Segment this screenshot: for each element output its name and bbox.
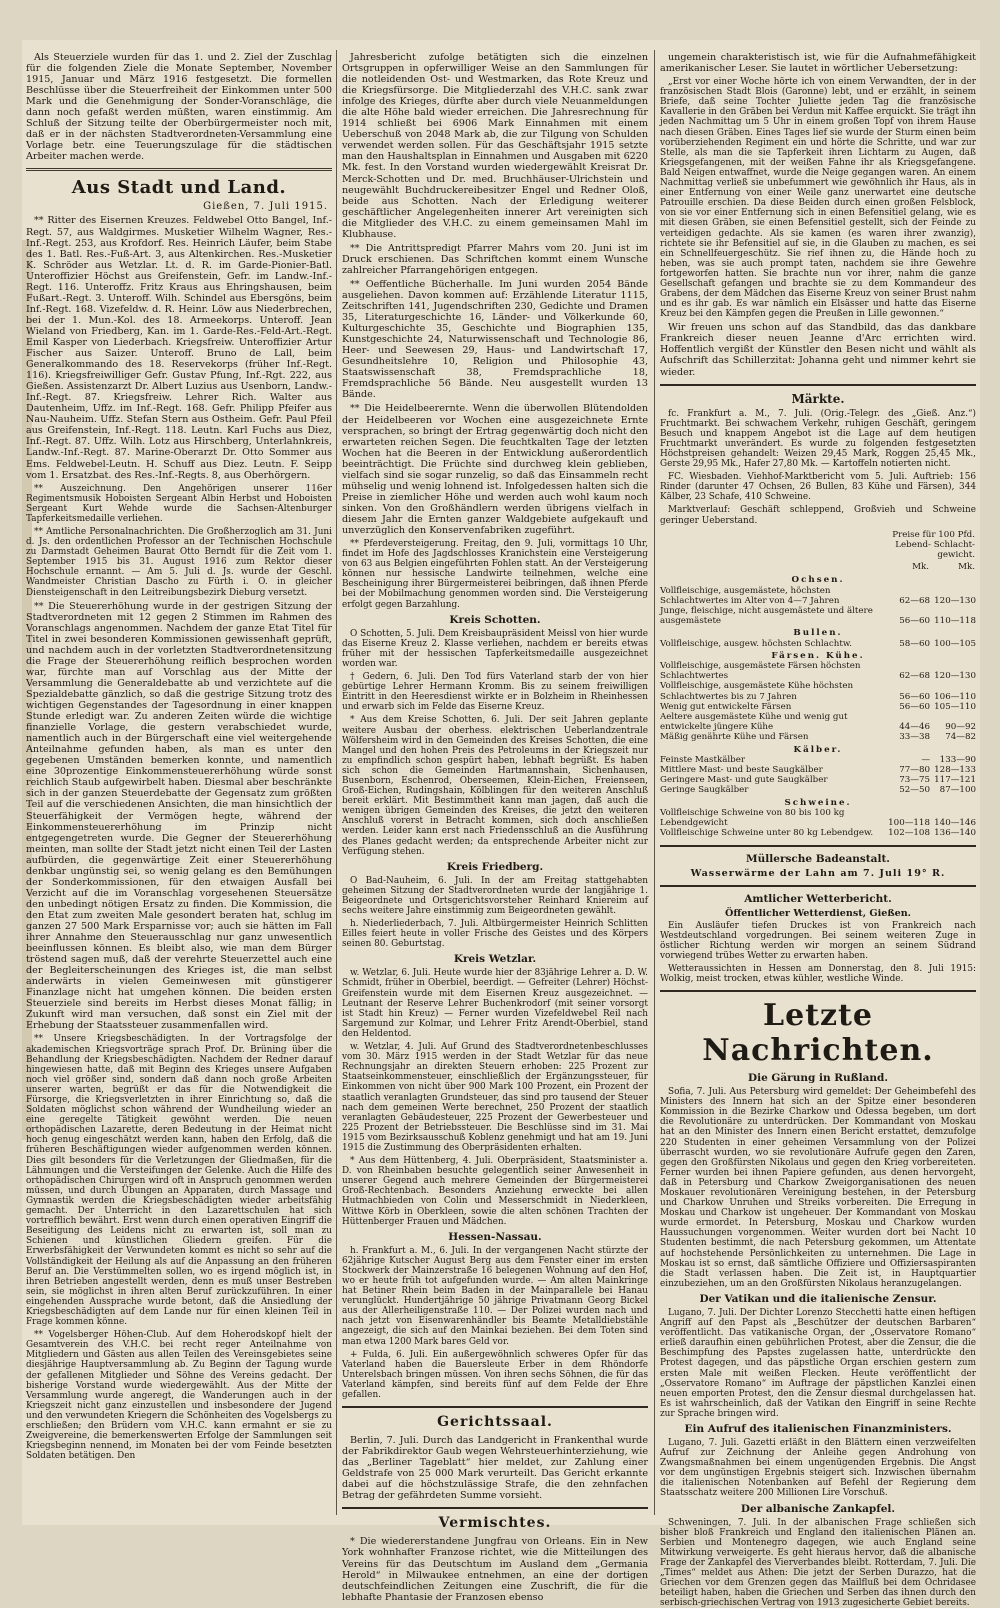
price-label: Junge, fleischige, nicht ausgemästete und ältere ausgemästete — [660, 606, 873, 627]
price-slaughter: 133—90 — [939, 754, 976, 765]
price-row — [660, 661, 976, 681]
price-live: — — [921, 754, 930, 765]
weather-heading: Amtlicher Wetterbericht. — [744, 892, 892, 905]
price-slaughter: 120—130 — [934, 595, 976, 606]
local-news-item: w. Wetzlar, 6. Juli. Heute wurde hier der 83jährige Lehrer a. D. W. Schmidt, früher in Oberbiel, beerdigt. — Gefreiter (Lehrer) Höchst-Greifenstein wurde mit dem Eisernen Kreuz ausgezeichnet. — Leutnant der Reserve Lehrer Buchenkrodorf (mit seiner vorsorgt ist Stadt hin Kreuz) — Ferner wurden Vizefeldwebel Reil nach Sargemund zur Kolmar, und Lehrer Fritz Arendt-Oberbiel, stand den Heldentod. — [342, 968, 648, 1039]
kreis-friedberg-heading: Kreis Friedberg. — [446, 860, 544, 873]
local-news-item: h. Frankfurt a. M., 6. Juli. In der vergangenen Nacht stürzte der 62jährige Kutscher August Berg aus dem Fenster einer im ersten Stockwerk der Mainzerstraße 16 belegenen Wohnung auf den Hof, wo er heute früh tot aufgefunden wurde. — Am alten Mainkringe hat Betiner Rhein beim Baden in der Mainparallele bei Hanau verunglückt. Hundertjährige 50 jährige Privatmann Georg Bickel aus der Allerheiligenstraße 110. — Der Polizei wurden nach und nach jetzt von Eisenwarenhändler bis Beamte Metalldiebstähle angezeigt, die sich auf den Mainkai beziehen. Bei dem Toten sind man etwa 1200 Mark bares Geld vor. — [342, 1245, 648, 1347]
weather-forecast: Wetteraussichten in Hessen am Donnerstag, den 8. Juli 1915: Wolkig, meist trocken, etwas kühler, westliche Winde. — [660, 963, 976, 984]
price-row — [660, 702, 976, 712]
price-category: Ochsen. — [791, 575, 845, 586]
price-slaughter: 128—133 — [934, 765, 976, 776]
price-category: Färsen. Kühe. — [771, 650, 865, 661]
price-row — [660, 755, 976, 765]
price-unit: Mk. — [912, 562, 929, 573]
markets-heading: Märkte. — [791, 391, 845, 406]
price-row — [660, 775, 976, 785]
article-paragraph: Wir freuen uns schon auf das Standbild, das das dankbare Frankreich dieser neuen Jeanne d'Arc errichten wird. Hoffentlich vergißt der Künstler den Besen nicht und wählt als Aufschrift das Schillerzitat: Johanna geht und nimmer kehrt sie wieder. — [660, 322, 976, 378]
bath-heading: Müllersche Badeanstalt. — [746, 852, 890, 865]
price-live: 62—68 — [899, 671, 930, 682]
article-paragraph: ** Unsere Kriegsbeschädigten. In der Vortragsfolge der akademischen Kriegsvorträge sprach Prof. Dr. Brüning über die Behandlung der Kriegsbeschädigten. Nachdem der Redner darauf hingewiesen hatte, daß mit Beginn des Krieges unsere Aufgaben noch viel größer sind, sondern daß dann noch große Arbeiten unserer warten, begrüßt er das für die Notwendigkeit die Fürsorge, die Kriegsverletzten in ihrer Einrichtung so, daß die Soldaten möglichst schon während der Wundheilung wieder an eine geregelte Tätigkeit gewöhnt werden. Die neuen orthopädischen Lazarette, deren Bedeutung in der Heimat nicht hoch genug eingeschätzt werden kann, haben den Erfolg, daß die früheren Beschäftigungen wieder aufgenommen werden können. Dies gilt besonders für die Verletzungen der Gliedmaßen, für die Lähmungen und die Versteifungen der Gelenke. Auch die Hilfe des orthopädischen Chirurgen wird oft in Anspruch genommen werden müssen, und durch Übungen an Apparaten, durch Massage und Gymnastik werden die Kriegsbeschädigten wieder arbeitsfähig gemacht. Der Unterricht in den Lazarettschulen hat sich vortrefflich bewährt. Erst wenn durch einen operativen Eingriff die Beseitigung des Leidens nicht zu erwarten ist, soll man zu Schienen und künstlichen Gliedern greifen. Für die Erwerbsfähigkeit der Verwundeten kommt es nicht so sehr auf die Vollständigkeit der Heilung als auf die Anpassung an den früheren Beruf an. Die Verstümmelten sollen, wo es irgend möglich ist, in ihren Betrieben angestellt werden, denn es muß unser Bestreben sein, sie möglichst in ihren alten Beruf zurückzuführen. In einer eingehenden Aussprache wurde betont, daß die Ansiedlung der Kriegsbeschädigten auf dem Lande nur für einen kleinen Teil in Frage kommen könne. — [26, 1034, 332, 1328]
column-3 — [660, 52, 976, 1608]
section-divider — [342, 1406, 648, 1408]
local-news-item: w. Wetzlar, 4. Juli. Auf Grund des Stadtverordnetenbeschlusses vom 30. März 1915 werden in der Stadt Wetzlar für das neue Rechnungsjahr an direkten Steuern erhoben: 225 Prozent zur Staatseinkommensteuer, einschließlich der Ergänzungssteuer, für Einkommen von nicht über 900 Mark 100 Prozent, ein Prozent der staatlich veranlagten Grundsteuer, das sind pro tausend der Steuer nach dem gemeinen Werte berechnet, 250 Prozent der staatlich veranlagten Gebäudesteuer, 225 Prozent der Gewerbesteuer und 225 Prozent der Betriebssteuer. Die Beschlüsse sind im 31. Mai 1915 vom Bezirksausschuß Koblenz genehmigt und hat am 19. Juni 1915 die Zustimmung des Oberpräsidenten erhalten. — [342, 1042, 648, 1153]
price-row — [660, 639, 976, 649]
news-item: Sofia, 7. Juli. Aus Petersburg wird gemeldet: Der Geheimbefehl des Ministers des Innern hat sich an der Spitze einer besonderen Kommission in die Bezirke Charkow und Odessa begeben, um dort die Revolutionäre zu unterdrücken. Der Kommandant von Moskau hat an den Minister des Innern einen Bericht erstattet, demzufolge 220 Studenten in einer geheimen Versammlung von der Polizei überrascht wurden, wo sie revolutionäre Aufrufe gegen den Zaren, gegen den Großfürsten Nikolaus und gegen den Krieg vorbereiteten. Ferner wurden bei ihnen Papiere gefunden, aus denen hervorgeht, daß in Petersburg und Charkow Zweigorganisationen des neuen Moskauer revolutionären Vereinigung bestehen, in der Petersburg und Charkow Unruhen und Streiks vorbereiten. Die Erregung in Moskau und Charkow ist ungeheuer. Der Kommandant von Moskau wurde ermordet. In Petersburg, Moskau und Charkow wurden Haussuchungen vorgenommen. Weiter wurden dort bei Nacht 10 Studenten bestimmt, die nach Petersburg gekommen, um Attentate auf hochstehende Persönlichkeiten zu unternehmen. Die Lage in Moskau ist so ernst, daß sämtliche Offiziere und Offiziersaspiranten die Stadt verlassen haben. Die Zeit ist, in Hauptquartier einzubeziehen, um an den Großfürsten Nikolaus heranzugelangen. — [660, 1087, 976, 1289]
price-label: Vollfleischige, ausgew. höchsten Schlachtw. — [660, 638, 852, 649]
price-label: Wenig gut entwickelte Färsen — [660, 701, 792, 712]
price-label: Geringere Mast- und gute Saugkälber — [660, 775, 828, 786]
price-row — [660, 785, 976, 795]
price-category: Schweine. — [784, 797, 852, 808]
price-header: Preise für 100 Pfd. Lebend- Schlacht- gewicht. — [892, 529, 975, 561]
article-paragraph: ** Die Antrittspredigt Pfarrer Mahrs vom 20. Juni ist im Druck erschienen. Das Schriftchen kommt einem Wunsche zahlreicher Pfarrangehörigen entgegen. — [342, 242, 648, 276]
section-divider — [660, 885, 976, 887]
price-live: 52—50 — [899, 785, 930, 796]
price-row — [660, 808, 976, 828]
price-row — [660, 732, 976, 742]
price-row — [660, 681, 976, 701]
price-label: Feinste Mastkälber — [660, 754, 746, 765]
article-paragraph: ** Oeffentliche Bücherhalle. Im Juni wurden 2054 Bände ausgeliehen. Davon kommen auf: Erzählende Literatur 1115, Zeitschriften 141, Jugendschriften 230, Gedichte und Dramen 35, Literaturgeschichte 16, Länder- und Völkerkunde 60, Kulturgeschichte 35, Geschichte und Biographien 135, Kunstgeschichte 24, Naturwissenschaft und Technologie 86, Heer- und Seewesen 29, Haus- und Landwirtschaft 17, Gesundheitslehre 10, Religion und Philosophie 43, Staatswissenschaft 38, Fremdsprachliche 18, Fremdsprachliche 56 Bände. Neu ausgestellt wurden 13 Bände. — [342, 278, 648, 401]
article-paragraph: ** Die Steuererhöhung wurde in der gestrigen Sitzung der Stadtverordneten mit 12 gegen 2 Stimmen im Rahmen des Voranschlags angenommen. Nachdem der ganze Etat Titel für Titel in zwei besonderen Kommissionen gewissenhaft geprüft, und nachdem auch in der vorletzten Stadtverordnetensitzung die Frage der Steuererhöhung reiflich besprochen worden war, fürchte man auf Vorschlag aus der Mitte der Versammlung die Generaldebatte ab und verzichtete auf die Spezialdebatte gänzlich, so daß die gestrige Sitzung trotz des wichtigen Gegenstandes der Tagesordnung in einer knappen Stunde erledigt war. Zu anderen Zeiten würde die wichtige finanzielle Vorlage, die gestern verabschiedet wurde, namentlich auch in der Bürgerschaft eine viel weitergehende Anteilnahme gefunden haben, als man es unter den gegebenen Umständen bemerken konnte, und namentlich eine 30prozentige Einkommensteuererhöhung würde sonst reichlich Staub aufgewirbelt haben. Diesmal aber beschränkte sich in der ganzen Steuerdebatte der Gegensatz zum größten Teil auf die verschiedenen Ansichten, die man hinsichtlich der Steuerfähigkeit der Vermögen hegte, während der Einkommensteuererhöhung im Prinzip nicht entgegengetreten wurde. Die Gegner der Steuererhöhung meinten, man sollte der Stadt jetzt nicht einen Teil der Lasten aufbürden, die gegenwärtige Zeit einer Steuererhöhung denkbar ungünstig sei, so wenig gelang es den Bemühungen der Sonderkommissionen, für den etwaigen Ausfall bei Verzicht auf die im Voranschlag vorgesehenen Steuersätze den unbedingt nötigen Ersatz zu finden. Die Kommission, die den Etat zum zweiten Male gesondert beraten hat, schlug im ganzen 27 500 Mark Ersparnisse vor; auch sie hätten im Fall ihrer Annahme den Steuerausschlag nur ganz unwesentlich beeinflussen können. Es bleibt also, wie man dem Bürger tröstend sagen muß, daß der verehrte Steuerzettel auch eine der Begleiterscheinungen des Krieges ist, die man selbst anderwärts in vielen Gemeinwesen mit günstigerer Finanzlage nicht hat umgehen können. Die beiden ersten Steuerziele sind bereits im Herbst dieses Monat fällig; in Zukunft wird man versuchen, daß sonst ein Ziel mit der Erhebung der Staatssteuer zusammenfallen wird. — [26, 600, 332, 1032]
price-slaughter: 136—140 — [934, 828, 976, 839]
livestock-price-table — [660, 529, 976, 839]
market-report: fc. Frankfurt a. M., 7. Juli. (Orig.-Telegr. des „Gieß. Anz.“) Fruchtmarkt. Bei schwachem Verkehr, ruhigen Geschäft, geringem Besuch und knappem Angebot ist die Lage auf dem heutigen Fruchtmarkt unverändert. Es wurde zu folgenden festgesetzten Höchstpreisen gehandelt: Weizen 29,45 Mark, Roggen 25,45 Mk., Gerste 29,95 Mk., Hafer 27,80 Mk. — Kartoffeln notierten nicht. — [660, 408, 976, 470]
local-news-item: O Schotten, 5. Juli. Dem Kreisbaupräsident Meissl von hier wurde das Eiserne Kreuz 2. Klasse verliehen, nachdem er bereits etwas früher mit der hessischen Tapferkeitsmedaille ausgezeichnet worden war. — [342, 628, 648, 669]
price-label: Aeltere ausgemästete Kühe und wenig gut entwickelte jüngere Kühe — [660, 712, 848, 733]
price-slaughter: 140—146 — [934, 818, 976, 829]
price-slaughter: 120—130 — [934, 671, 976, 682]
price-live: 44—46 — [899, 722, 930, 733]
court-report: Berlin, 7. Juli. Durch das Landgericht in Frankenthal wurde der Fabrikdirektor Gaub wegen Wehrsteuerhinterziehung, wie das „Berliner Tageblatt“ hier meldet, zur Zahlung einer Geldstrafe von 25 000 Mark verurteilt. Das Gericht erkannte dabei auf die höchstzulässige Strafe, die den zehnfachen Betrag der gefährdeten Summe vorsieht. — [342, 1435, 648, 1502]
price-label: Vollfleischige, ausgemästete Färsen höchsten Schlachtwertes — [660, 661, 861, 682]
water-temperature: Wasserwärme der Lahn am 7. Juli 19° R. — [690, 867, 946, 879]
market-report: Marktverlauf: Geschäft schleppend, Großvieh und Schweine geringer Ueberstand. — [660, 505, 976, 526]
article-paragraph: ** Ritter des Eisernen Kreuzes. Feldwebel Otto Bangel, Inf.-Regt. 57, aus Waldgirmes. Musketier Wilhelm Wagner, Res.-Inf.-Regt. 253, aus Krofdorf. Res. Heinrich Läufer, beim Stabe des 1. Batl. Res.-Fuß-Art. 3, aus Altenkirchen. Res.-Musketier K. Schröder aus Wetzlar. Lt. d. R. im Garde-Pionier-Batl. Unteroffizier Höchst aus Greifenstein, Gefr. im Landw.-Inf.-Regt. 116. Unteroffz. Fritz Kraus aus Ehringshausen, beim Fußart.-Regt. 3. Unteroff. Wilh. Schindel aus Ebersgöns, beim Inf.-Regt. 168. Vizefeldw. d. R. Heinr. Löw aus Niederbrechen, bei der 1. Mun.-Kol. des 18. Armeekorps. Unteroff. Jean Wieland von Friedberg, Kan. im 1. Garde-Res.-Feld-Art.-Regt. Emil Kasper von Liederbach. Kriegsfreiw. Unteroffizier Artur Fischer aus Saizer. Unteroff. Bruno de Lall, beim Generalkommando des 18. Reservekorps (früher Inf.-Regt. 116). Kriegsfreiwilliger Gefr. Gustav Pfung, Inf.-Rgt. 222, aus Gießen. Assistenzarzt Dr. Albert Luzius aus Usenborn, Landw.-Inf.-Regt. 87. Kriegsfreiw. Lehrer Rich. Walter aus Dautenheim, Uffz. im Inf.-Regt. 168. Gefr. Philipp Pfeifer aus Nau-Nauheim. Uffz. Stefan Stern aus Ostheim. Gefr. Paul Pfeil aus Greifenstein, Inf.-Regt. 118. Leutn. Karl Fuchs aus Diez, Inf.-Regt. 87. Uffz. Wilh. Lotz aus Hirschberg, Unterlahnkreis, Landw.-Inf.-Regt. 87. Marine-Oberarzt Dr. Otto Sommer aus Ems. Feldwebel-Leutn. H. Schuff aus Diez. Leutn. F. Seipp vom 1. Ersatzbat. des Res.-Inf.-Regts. 8, aus Oberhörgern. — [26, 215, 332, 481]
local-news-item: † Gedern, 6. Juli. Den Tod fürs Vaterland starb der von hier gebürtige Lehrer Hermann Kromm. Bis zu seinem freiwilligen Eintritt in den Heeresdienst wirkte er in Bolzheim in Rheinhessen und erwarb sich im Felde das Eiserne Kreuz. — [342, 672, 648, 713]
price-category: Bullen. — [793, 628, 843, 639]
dateline: Gießen, 7. Juli 1915. — [203, 201, 328, 213]
local-news-item: h. Niederliederbach, 7. Juli. Altbürgermeister Heinrich Schlitten Eilles feiert heute in voller Frische des Geistes und des Körpers seinen 80. Geburtstag. — [342, 919, 648, 950]
price-row — [660, 828, 976, 838]
price-slaughter: 87—100 — [939, 785, 976, 796]
price-label: Mittlere Mast- und beste Saugkälber — [660, 765, 823, 776]
last-news-heading: Letzte Nachrichten. — [702, 998, 934, 1069]
hessen-nassau-heading: Hessen-Nassau. — [448, 1230, 542, 1243]
column-rule-1 — [336, 50, 337, 1515]
albania-heading: Der albanische Zankapfel. — [740, 1502, 896, 1515]
top-notice: Als Steuerziele wurden für das 1. und 2. Ziel der Zuschlag für die folgenden Ziele die Monate September, November 1915, Januar und März 1916 festgesetzt. Die formellen Beschlüsse über die Steuerfreiheit der Einkommen unter 500 Mark und die Genehmigung der Sonder-Voranschläge, die dann noch gefaßt werden müßten, waren einstimmig. Am Schluß der Sitzung teilte der Oberbürgermeister noch mit, daß er in der nächsten Stadtverordneten-Versammlung eine Vorlage betr. eine Teuerungszulage für die städtischen Arbeiter machen werde. — [26, 52, 332, 163]
kreis-wetzlar-heading: Kreis Wetzlar. — [453, 953, 537, 966]
russia-heading: Die Gärung in Rußland. — [747, 1072, 889, 1085]
article-paragraph: Jahresbericht zufolge betätigten sich die einzelnen Ortsgruppen in opferwilliger Weise an den Sammlungen für die notleidenden Ost- und Westmarken, das Rote Kreuz und die Kriegsfürsorge. Die Mitgliederzahl des V.H.C. sank zwar infolge des Krieges, dürfte aber durch viele Neuanmeldungen die alte Höhe bald wieder erreichen. Die Jahresrechnung für 1914 schließt bei 6906 Mark Einnahmen mit einem Ueberschuß von 2048 Mark ab, die zur Tilgung von Schulden verwendet werden sollen. Für das Geschäftsjahr 1915 setzte man den Haushaltsplan in Einnahmen und Ausgaben mit 6220 Mk. fest. In den Vorstand wurden wiedergewählt Kreisrat Dr. Merck-Schotten und Dr. med. Bruchhäuser-Ulrichstein und neugewählt Buchdruckereibesitzer Engel und Redner Oloß, beide aus Schotten. Nach der Erledigung weiterer geschäftlicher Angelegenheiten innerer Art vereinigten sich die Mitglieder des V.H.C. zu einem gemeinsamen Mahl im Klubhause. — [342, 52, 648, 240]
section-divider — [26, 168, 332, 171]
vatican-heading: Der Vatikan und die italienische Zensur. — [699, 1292, 937, 1305]
section-divider — [660, 845, 976, 847]
price-label: Vollfleischige, ausgemästete, höchsten Schlachtwertes im Alter von 4—7 Jahren — [660, 585, 840, 606]
section-divider — [660, 990, 976, 992]
article-paragraph: ** Auszeichnung. Den Angehörigen unserer 116er Regimentsmusik Hoboisten Sergeant Albin Herbst und Hoboisten Sergeant Kurt Wehde wurde die Sachsen-Altenburger Tapferkeitsmedaille verliehen. — [26, 483, 332, 524]
article-paragraph: ** Vogelsberger Höhen-Club. Auf dem Hoherodskopf hielt der Gesamtverein des V.H.C. bei recht reger Anteilnahme von Mitgliedern und Gästen aus allen Teilen des Vereinsgebietes seine diesjährige Hauptversammlung ab. Zu Beginn der Tagung wurde der gefallenen Mitglieder und Söhne des Vereins gedacht. Der bisherige Vorstand wurde wiedergewählt. Aus der Mitte der Versammlung wurde angeregt, die Wanderungen auch in der Kriegszeit nicht ganz einzustellen und insbesondere der Jugend und den verwundeten Kriegern die Schönheiten des Vogelsbergs zu erschließen; den Brüdern vom V.H.C. kann ermahnt er sie zu Zweigvereine, die bemerkenswerten Erfolge der Sammlungen seit Kriegsbeginn nennend, im Monaten bei der vom Feinde besetzten Soldaten betätigen. Den — [26, 1330, 332, 1462]
price-live: 73—75 — [899, 775, 930, 786]
column-1 — [26, 52, 332, 1517]
price-slaughter: 110—118 — [934, 616, 976, 627]
price-live: 56—60 — [899, 616, 930, 627]
price-live: 100—118 — [888, 818, 930, 829]
price-row — [660, 606, 976, 626]
price-slaughter: 117—121 — [934, 775, 976, 786]
article-paragraph: ** Die Heidelbeerernte. Wenn die überwollen Blütendolden der Heidelbeeren vor Wochen eine ausgezeichnete Ernte versprachen, so bringt der Ertrag gegenwärtig doch nicht den erwarteten reichen Segen. Die feuchtkalten Tage der letzten Wochen hat die Beeren in der Entwicklung außerordentlich beeinträchtigt. Die Früchte sind durchweg klein geblieben, vielfach sind sie sogar runzelig, so daß das Einsammeln recht mühselig und wenig lohnend ist. Infolgedessen halten sich die Preise in ziemlicher Höhe und werden auch wohl kaum noch sinken. Von den Großhändlern werden übrigens vielfach in diesem Jahr die Ernten ganzer Waldgebiete aufgekauft und unverzüglich den Konservenfabriken zugeführt. — [342, 403, 648, 536]
finance-heading: Ein Aufruf des italienischen Finanzministers. — [684, 1422, 952, 1435]
price-slaughter: 105—110 — [934, 701, 976, 712]
price-row — [660, 586, 976, 606]
section-divider — [342, 1507, 648, 1509]
price-slaughter: 74—82 — [945, 732, 976, 743]
price-live: 62—68 — [899, 595, 930, 606]
column-rule-2 — [654, 50, 655, 1515]
price-slaughter: 90—92 — [945, 722, 976, 733]
price-live: 102—108 — [888, 828, 930, 839]
price-live: 33—38 — [899, 732, 930, 743]
price-row — [660, 765, 976, 775]
article-paragraph: ** Pferdeversteigerung. Freitag, den 9. Juli, vormittags 10 Uhr, findet im Hofe des Jagdschlosses Kranichstein eine Versteigerung von 63 aus Belgien eingeführten Fohlen statt. An der Versteigerung können nur hessische Landwirte teilnehmen, welche eine Bescheinigung ihrer Bürgermeisterei beibringen, daß ihnen Pferde bei der Mobilmachung genommen worden sind. Die Versteigerung erfolgt gegen Barzahlung. — [342, 539, 648, 610]
news-item: Lugano, 7. Juli. Gazetti erläßt in den Blättern einen verzweifelten Aufruf zur Zeichnung der Anleihe gegen Androhung von Zwangsmaßnahmen bei einem ungenügenden Ergebnis. Die Angst vor dem ungünstigen Ergebnis steigert sich. Inzwischen übernahm die italienischen Notenbanken auf Befehl der Regierung dem Staatsschatz weitere 200 Millionen Lire Vorschuß. — [660, 1437, 976, 1499]
price-live: 56—60 — [899, 701, 930, 712]
price-live: 58—60 — [899, 638, 930, 649]
price-live: 77—80 — [899, 765, 930, 776]
price-label: Vollfleischige, ausgemästete Kühe höchsten Schlachtwertes bis zu 7 Jahren — [660, 681, 854, 702]
local-news-item: + Fulda, 6. Juli. Ein außergewöhnlich schweres Opfer für das Vaterland haben die Bauersleute Erber in dem Rhöndorfe Unterelsbach bringen müssen. Von ihren sechs Söhnen, die für das Vaterland kämpfen, sind bereits fünf auf dem Felde der Ehre gefallen. — [342, 1349, 648, 1401]
article-paragraph: ungemein charakteristisch ist, wie für die Aufnahmefähigkeit amerikanischer Leser. Sie lautet in wörtlicher Uebersetzung: — [660, 52, 976, 75]
market-report: FC. Wiesbaden. Viehhof-Marktbericht vom 5. Juli. Auftrieb: 156 Rinder (darunter 47 Ochsen, 26 Bullen, 83 Kühe und Färsen), 344 Kälber, 23 Schafe, 410 Schweine. — [660, 472, 976, 503]
news-item: Schweningen, 7. Juli. In der albanischen Frage schließen sich bisher bloß Frankreich und England den italienischen Plänen an. Serbien und Montenegro dagegen, wie auch England seine Mitwirkung verweigerte. Es geht hieraus hervor, daß die albanische Frage der Zankapfel des Vierverbandes bleibt. Rotterdam, 7. Juli. Die „Times“ meldet aus Athen: Die jetzt der Serben Durazzo, hat die Griechen vor dem Grenzen gegen das Mailfluß bei dem Ochridasee beteiligt haben, haben die Griechen und Serben das ihnen durch den serbisch-griechischen Vertrag von 1913 zugesicherte Gebiet bereits. — [660, 1517, 976, 1608]
article-paragraph: ** Amtliche Personalnachrichten. Die Großherzoglich am 31. Juni d. Js. den ordentlichen Professor an der Technischen Hochschule zu Darmstadt Geheimen Baurat Otto Berndt für die Zeit vom 1. September 1915 bis 31. August 1916 zum Rektor dieser Hochschule ernannt. — Am 5. Juli d. Js. wurde der Geschl. Wandmeister Christian Dascho zu Fürth i. O. in gleicher Diensteigenschaft in den Leitreibungsbezirk Dieburg versetzt. — [26, 526, 332, 598]
miscellany-article: * Die wiedererstandene Jungfrau von Orleans. Ein in New York wohnhafter Franzose richtet, wie die Mitteilungen des Vereins für das Deutschtum im Ausland dem „Germania Herold“ in Milwaukee entnehmen, an eine der dortigen deutschfeindlichen Zeitungen eine Zuschrift, die für die lebhafte Phantasie der Franzosen ebenso — [342, 1536, 648, 1603]
price-label: Vollfleischige Schweine unter 80 kg Lebendgew. — [660, 828, 874, 839]
price-label: Mäßig genährte Kühe und Färsen — [660, 732, 809, 743]
price-label: Geringe Saugkälber — [660, 785, 749, 796]
price-slaughter: 100—105 — [934, 638, 976, 649]
gerichtssaal-heading: Gerichtssaal. — [437, 1414, 553, 1431]
price-unit: Mk. — [958, 562, 975, 573]
local-news-item: * Aus dem Kreise Schotten, 6. Juli. Der seit Jahren geplante weitere Ausbau der oberhess. elektrischen Ueberlandzentrale Wölfersheim wird in den Gemeinden des Kreises Schotten, die eine Mangel und den hohen Preis des Petroleums in der Kriegszeit nur zu empfindlich schon gespürt haben, lebhaft begrüßt. Es haben sich schon die Gemeinden Hartmannshain, Sichenhausen, Busenborn, Eschenrod, Oberseemen, Klein-Eichen, Freienseen, Groß-Eichen, Rudingshain, Kölblingen für den weiteren Anschluß bereit erklärt. Mit Bestimmtheit kann man jagen, daß auch die wenigen übrigen Gemeinden des Kreises, die jetzt den weiteren Anschluß vorerst in Betracht kommen, sich doch anschließen werden. Leider kann erst nach Friedensschluß an die Ausführung des Planes gedacht werden; da entsprechende Arbeiter nicht zur Verfügung stehen. — [342, 715, 648, 857]
price-row — [660, 712, 976, 732]
section-divider — [660, 384, 976, 386]
price-label: Vollfleischige Schweine von 80 bis 100 kg Lebendgewicht — [660, 807, 845, 829]
local-news-item: O Bad-Nauheim, 6. Juli. In der am Freitag stattgehabten geheimen Sitzung der Stadtverordneten wurde der langjährige 1. Beigeordnete und Ortsgerichtsvorsteher Reinhard Kniereim auf sechs weitere Jahre einstimmig zum Beigeordneten gewählt. — [342, 875, 648, 917]
vermischtes-heading: Vermischtes. — [438, 1515, 552, 1532]
local-news-item: * Aus dem Hüttenberg, 4. Juli. Oberpräsident, Staatsminister a. D. von Rheinbaben besuchte gelegentlich seiner Anwesenheit in unserer Gegend auch mehrere Gemeinden der Bürgermeisterei Groß-Rechtenbach. Besonders Anziehung erweckte bei allen Hutmachbieden von Colin und Messerschmidt in Niederkleen, Wittwe Körb in Oberkleen, sowie die alten schönen Trachten der Hüttenberger Frauen und Mädchen. — [342, 1156, 648, 1227]
kreis-schotten-heading: Kreis Schotten. — [449, 613, 541, 626]
news-item: Lugano, 7. Juli. Der Dichter Lorenzo Stecchetti hatte einen heftigen Angriff auf den Papst als „Beschützer der deutschen Barbaren“ veröffentlicht. Das vatikanische Organ, der „Osservatore Romano“ erließ daraufhin einen gebührlichen Protest, aber die Zensur, die die Beschimpfung des Papstes zugelassen hatte, unterdrückte den Protest dagegen, und das päpstliche Organ erschien gestern zum ersten Male mit weißen Flecken. Heute veröffentlicht der „Osservatore Romano“ im Auftrage der päpstlichen Kanzlei einen neuen emporten Protest, den die Zensur diesmal durchgelassen hat. Es ist wahrscheinlich, daß der Vatikan den Eingriff in seine Rechte zur Sprache bringen wird. — [660, 1307, 976, 1419]
article-paragraph: „Erst vor einer Woche hörte ich von einem Verwandten, der in der französischen Stadt Blois (Garonne) lebt, und er erzählt, in seinem Briefe, daß seine Tochter Juliette jeden Tag die französische Kavallerie in den Gräben bei Verdun mit Kaffee erquickt. Sie trägt ihn jeden Nachmittag um 5 Uhr in einem großen Topf von ihrem Hause nach diesen Gräben. Eines Tages lief sie wurde der Sturm einen beim vorüberziehenden Regiment ein und hörte die Schritte, und war zur Stelle, als man die sie Tapferkeit ihren Lichtarm zu Augen, daß Kriegsgefangenen, mit der weißen Fahne ihr als Kriegsgefangene. Bald Neigen entwaffnet, wurde die Neige gegangen waren. An einem Nachmittag verließ sie unbefummert wie gewöhnlich ihr Haus, als in einer Entfernung von einer Weile ganz unerwartet eine deutsche Patrouille erschien. Da diese Beiden durch einen großen Felsblock, von sie vor einer Entfernung sich in einen Befensitiel gelang, wie es mit diesen Gräben, sie einen Befensitiel gestellt, sich der Feinde zu verteidigen gedachte. Als sie kamen (es waren ihrer zwanzig), richtete sie ihr Befensitiel auf sie, in die Glauben zu machen, es sei ein Schnellfeuergeschütz. Sie rief ihnen zu, die Hände hoch zu heben, was sie auch prompt taten, nachdem sie ihre Gewehre fortgeworfen hatten. Sie brachte nun vor ihrer, nahm die ganze Gesellschaft gefangen und brachte sie zu dem Kommandeur des Grabens, der dem Mädchen das Eiserne Kreuz von seiner Brust nahm und es ihr gab. Es war nämlich ein Elsässer und hatte das Eiserne Kreuz bei den Kämpfen gegen die Preußen in Lille gewonnen.“ — [660, 77, 976, 320]
price-category: Kälber. — [793, 744, 843, 755]
newspaper-page — [22, 40, 980, 1608]
weather-subheading: Öffentlicher Wetterdienst, Gießen. — [724, 907, 912, 919]
price-live: 56—60 — [899, 691, 930, 702]
section-title: Aus Stadt und Land. — [71, 177, 287, 199]
weather-report: Ein Ausläufer tiefen Druckes ist von Frankreich nach Westdeutschland vorgedrungen. Bei seinem weiteren Zuge in östlicher Richtung werden wir morgen an seinem Südrand vorwiegend trübes Wetter zu erwarten haben. — [660, 920, 976, 961]
price-slaughter: 106—110 — [934, 691, 976, 702]
column-2 — [342, 52, 648, 1603]
